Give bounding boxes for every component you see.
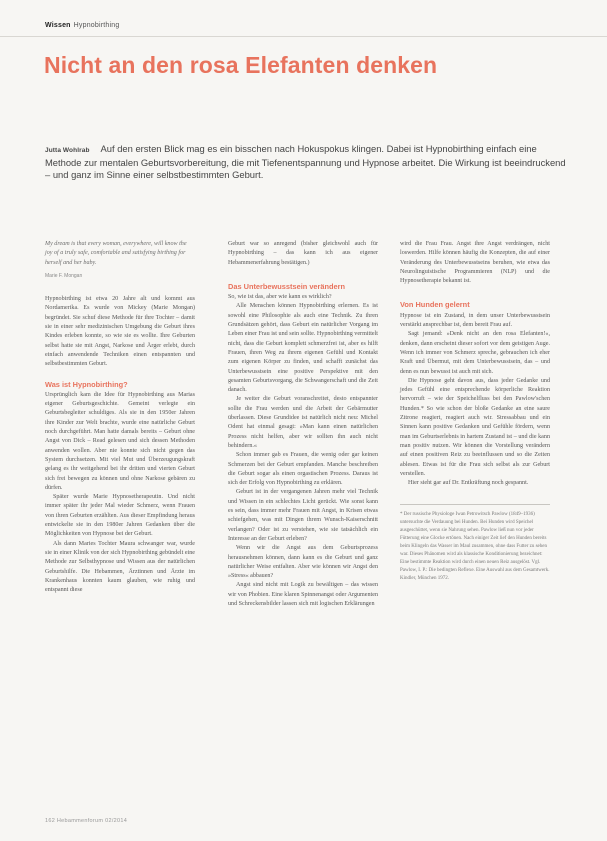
section-label: [45, 22, 119, 29]
subheading-dogs: Von Hunden gelernt: [400, 300, 470, 310]
body-paragraph: Schon immer gab es Frauen, die wenig oder gar keinen Schmerzen bei der Geburt empfanden. Manche beschreiben die Geburt sogar als einen orgastischen Prozess. Daraus ist sich der Erfolg von Hypnobirthing zu erklären.: [228, 452, 378, 487]
body-paragraph: Als dann Maries Tochter Maura schwanger war, wurde sie in einer Klinik von der sich Hypnobirthing gebündelt eine Methode zur Selbsthypnose und Wissen aus der natürlichen Geburtshilfe. Die Hebammen, Ärztinnen und Ärzte im Krankenhaus konnten kaum glauben, wie ruhig und entspannt diese: [45, 540, 195, 594]
body-paragraph: Hypnobirthing ist etwa 20 Jahre alt und kommt aus Nordamerika. Es wurde von Mickey (Marie Mongan) begründet. Sie schuf diese Methode für ihre Tochter – damit sie in einer sehr medizinischen Umgebung die Geburt ihres Kindes erleben konnte, so wie sie es wollte. Ihre Geburten selbst hatte sie mit Angst, Narkose und Ärger erlebt, durch einfach anwendende Techniken einen entspannten und selbstbestimmten Geburt.: [45, 296, 195, 368]
body-paragraph: Geburt war so anregend (bisher gleichwohl auch für Hypnobirthing – das kann ich aus eigener Hebammenerfahrung bestätigen.): [228, 241, 378, 266]
author-name: Jutta Wohlrab: [45, 147, 90, 154]
body-paragraph: wird die Frau Frau. Angst ihre Angst verdrängen, nicht loswerden. Hilfe können häufig die Konzepten, die auf einer Veränderung des Unterbewusstseins beruhen, wie etwa das Neurolinguistische Programmieren (NLP) und die Hypnosetherapie bekannt ist.: [400, 241, 550, 285]
column-2: [228, 240, 378, 609]
body-paragraph: Die Hypnose geht davon aus, dass jeder Gedanke und jedes Gefühl eine entsprechende körperliche Reaktion hervorruft – wie der Speichelfluss bei den Pawlow'schen Hunden.* So wie schon der bloße Gedanke an eine saure Zitrone reagiert, reagiert auch wir. Stressabbau und ein Sinnen kann positive Gedanken und Gefühle fördern, wenn man im Geburtserlebnis in hartem Zustand ist – und die kann man positiv nutzen. Wir können die Vorstellung verändern auf einen positiven Reiz zu beeinflussen und so die Zeiten ablesen. Etwas ist für die Frau sich selbst als zur Geburt verstellen.: [400, 377, 550, 477]
body-paragraph: Ursprünglich kam die Idee für Hypnobirthing aus Marias eigener Geburtsgeschichte. Gemeint verlegte ein Geburtsbegleiter schuldiges. Als sie in den 1950er Jahren ihre Kinder zur Welt brachte, wurde eine natürliche Geburt noch durchgeführt. Man hatte damals bereits – Geburt ohne Angst von Dick – Read gelesen und sich dessen Methoden anwenden wollen. Aber nie konnte sich nicht gegen das System durchsetzen. Mit viel Mut und Überzeugungskraft gelang es ihr weitgehend bei ihr dritten und vierten Geburt sich frei bewegen zu können und ohne Narkose gebären zu dürfen.: [45, 391, 195, 491]
body-paragraph: Angst sind nicht mit Logik zu bewältigen – das wissen wir von Phobien. Eine klaren Spinnenangst oder Argumenten und Schreckensbilder lassen sich mit logischen Erklärungen: [228, 582, 378, 607]
lead-paragraph: [45, 143, 570, 182]
subsection-name: Hypnobirthing: [73, 22, 120, 29]
body-paragraph: Wenn wir die Angst aus dem Geburtsprozess herausnehmen können, dann kann es die Geburt und ganz natürlicher Weise entfalten. Aber wie können wir Angst den »Stress« abbauen?: [228, 545, 378, 580]
footnote-rule: [400, 504, 550, 505]
header-rule: [0, 36, 607, 37]
body-paragraph: Geburt ist in der vergangenen Jahren mehr viel Technik und Wissen in ein schlechtes Licht gerückt. Wie sonst kann es sein, dass immer mehr Frauen mit Angst, in Krisen etwas schiefgehen, was mit Dingen ihrem Wunsch-Kaiserschnitt verlangen? Oder ist zu verstehen, wie sie tatsächlich ein Interesse an der Geburt erleben?: [228, 489, 378, 542]
page-footer: 162 Hebammenforum 02/2014: [45, 818, 128, 824]
body-paragraph: Sagt jemand: »Denk nicht an den rosa Elefanten!«, denken, dann erscheint dieser sofort vor dem geistigen Auge. Wenn ich immer von Schmerz spreche, gebrauchen ich eher Kraft und Übermut, mit dem Unterbewusstsein, das – und denn es nun bewusst ist auch mit sich.: [400, 331, 550, 375]
column-3: [400, 240, 550, 583]
column-1: [45, 240, 195, 595]
epigraph-source: Marie F. Mongan: [45, 272, 83, 279]
section-name: Wissen: [45, 22, 71, 29]
body-paragraph: Hypnose ist ein Zustand, in dem unser Unterbewusstsein verstärkt ansprechbar ist, dem bereit Frau auf.: [400, 312, 550, 329]
body-paragraph: Hier sieht gar auf Dr. Entkräftung noch gespannt.: [408, 480, 529, 487]
lead-text: Auf den ersten Blick mag es ein bisschen nach Hokuspokus klingen. Dabei ist Hypnobirthing einfach eine Methode zur mentalen Geburtsvorbereitung, die mit Tiefenentspannung und Hypnose arbeitet. Die Wirkung ist beeindruckend – und ganz im Sinne einer selbstbestimmten Geburt.: [45, 143, 566, 181]
subheading-subconscious: Das Unterbewusstsein verändern: [228, 281, 346, 291]
epigraph-quote: My dream is that every woman, everywhere, will know the joy of a truly safe, comfortable and satisfying birthing for herself and her baby.: [45, 241, 187, 266]
subheading-what-is: Was ist Hypnobirthing?: [45, 379, 128, 389]
body-paragraph: Je weiter die Geburt voranschreitet, desto entspannter sollte die Frau werden und die Arbeit der Gebärmutter überlassen. Diese Grundidee ist natürlich nicht neu: Michel Odent hat einmal gesagt: »Man kann einen natürlichen Prozess nicht helfen, aber wir sollten ihn auch nicht behindern.«: [228, 396, 378, 449]
body-paragraph: Alle Menschen können Hypnobirthing erlernen. Es ist sowohl eine Philosophie als auch eine Technik. Zu ihren Grundsätzen gehört, dass Geburt ein natürlicher Vorgang im Leben einer Frau ist und sein sollte. Hypnobirthing vermittelt nicht, dass die Geburt komplett schmerzfrei ist, aber es hilft Frauen, ihren Weg zu ihrem eigenen Gefühl und Kontakt zum eigenen Körper zu finden, und schafft zunächst das Unterbewusstsein eine positive Perspektive mit den gesamten Geburtsvorgang, die Schwangerschaft und die Zeit danach.: [228, 303, 378, 394]
body-paragraph: So, wie ist das, aber wie kann es wirklich?: [228, 294, 332, 301]
footnote: * Der russische Physiologe Iwan Petrowitsch Pawlow (1849–1936) untersuchte die Verdauung bei Hunden. Bei Hunden wird Speichel ausgeschüttet, wenn sie Nahrung sehen. Pawlow ließ nun vor jeder Fütterung eine Glocke ertönen. Nach einiger Zeit lief den Hunden bereits beim Klingeln das Wasser im Maul zusammen, ohne dass Futter zu sehen war. Dieses Phänomen wird als klassische Konditionierung bezeichnet: Eine bestimmte Reaktion wird durch einen neuen Reiz ausgelöst. Vgl. Pawlow, I. P.: Die bedingten Reflexe. Eine Auswahl aus dem Gesamtwerk. Kindler, München 1972.: [400, 512, 550, 582]
article-title: Nicht an den rosa Elefanten denken: [44, 52, 438, 78]
body-paragraph: Später wurde Marie Hypnosetherapeutin. Und nicht immer später ihr jeder Mal wieder Schmerz, wenn Frauen von ihren Geburten erzählten. Aus dieser Empfindung heraus entwickelte sie in den 1980er Jahren Gedanken über die Möglichkeiten von Hypnose bei der Geburt.: [45, 494, 195, 538]
